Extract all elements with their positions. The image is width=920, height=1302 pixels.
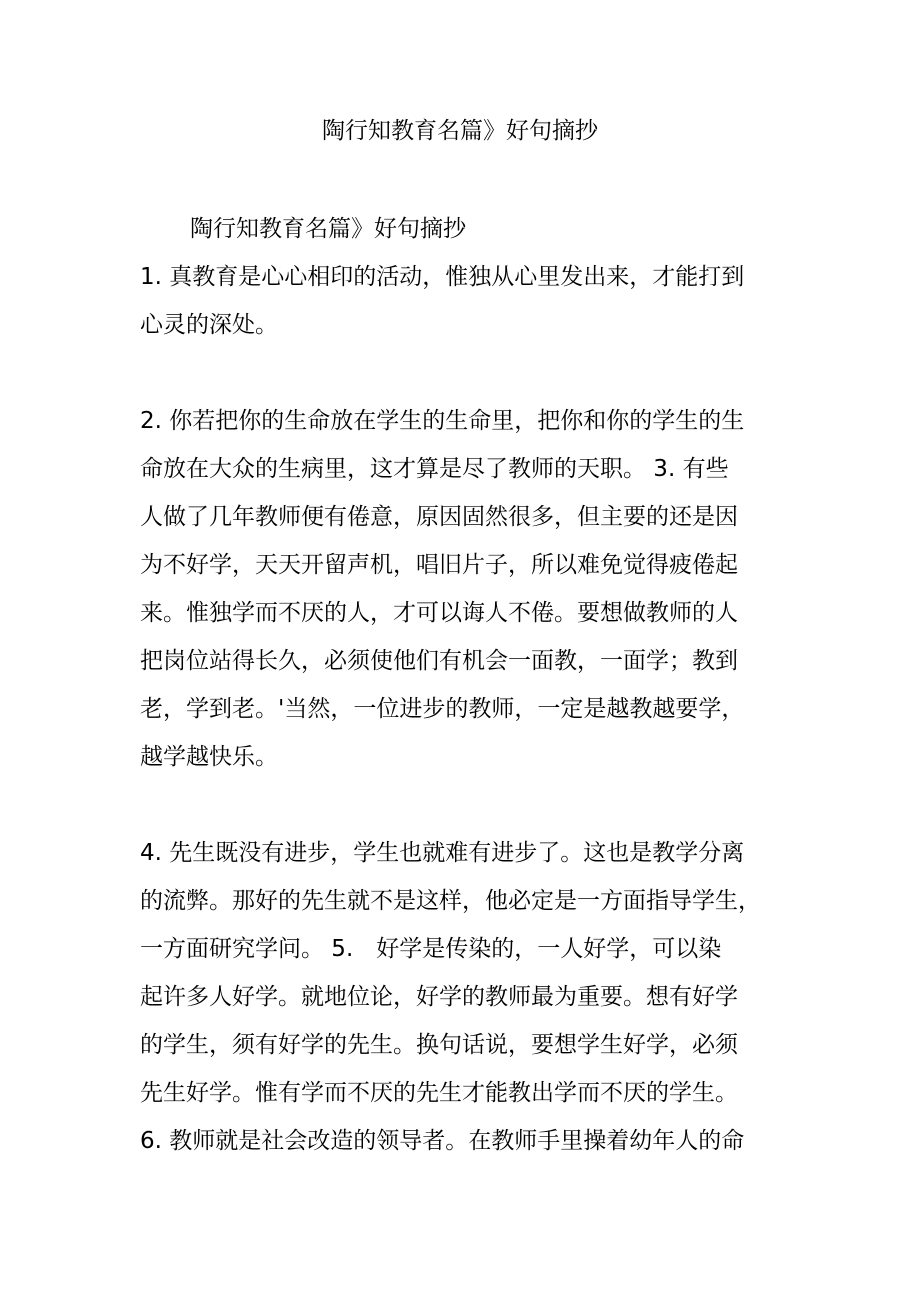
text-line: 4. 先生既没有进步，学生也就难有进步了。这也是教学分离 <box>140 840 745 866</box>
text-line: 的流弊。那好的先生就不是这样，他必定是一方面指导学生， <box>140 888 761 914</box>
document-subtitle: 陶行知教育名篇》好句摘抄 <box>190 216 466 242</box>
text-line: 心灵的深处。 <box>140 312 278 338</box>
text-line: 命放在大众的生病里，这才算是尽了教师的天职。 3. 有些 <box>140 456 729 482</box>
text-line: 2. 你若把你的生命放在学生的生命里，把你和你的学生的生 <box>140 408 745 434</box>
text-line: 越学越快乐。 <box>140 744 278 770</box>
text-line: 一方面研究学问。 5. 好学是传染的，一人好学，可以染 <box>140 936 722 962</box>
text-line: 为不好学，天天开留声机，唱旧片子，所以难免觉得疲倦起 <box>140 552 738 578</box>
text-line: 的学生，须有好学的先生。换句话说，要想学生好学，必须 <box>140 1032 738 1058</box>
text-line: 人做了几年教师便有倦意，原因固然很多，但主要的还是因 <box>140 504 738 530</box>
text-line: 老，学到老。'当然，一位进步的教师，一定是越教越要学， <box>140 696 745 722</box>
text-line: 来。惟独学而不厌的人，才可以诲人不倦。要想做教师的人 <box>140 600 738 626</box>
document-title: 陶行知教育名篇》好句摘抄 <box>322 118 598 144</box>
text-line: 起许多人好学。就地位论，好学的教师最为重要。想有好学 <box>140 984 738 1010</box>
text-line: 先生好学。惟有学而不厌的先生才能教出学而不厌的学生。 <box>140 1080 738 1106</box>
text-line: 把岗位站得长久，必须使他们有机会一面教，一面学；教到 <box>140 648 738 674</box>
text-line: 1. 真教育是心心相印的活动，惟独从心里发出来，才能打到 <box>140 264 745 290</box>
text-line: 6. 教师就是社会改造的领导者。在教师手里操着幼年人的命 <box>140 1128 745 1154</box>
